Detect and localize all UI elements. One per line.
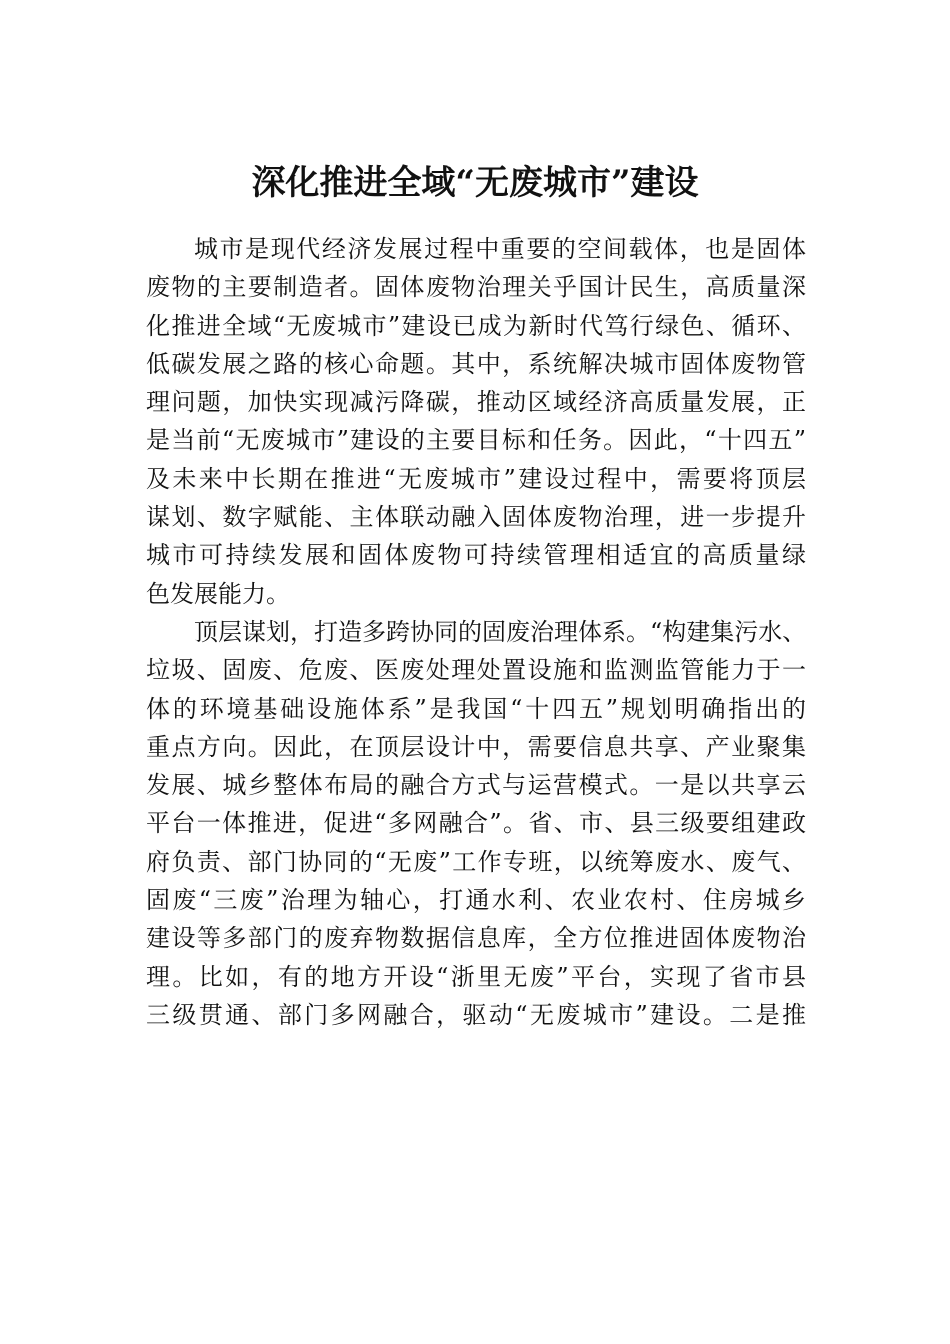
document-body: [146, 230, 806, 1034]
paragraph-2-line-7: 府负责、部门协同的“无废”工作专班，以统筹废水、废气、: [146, 847, 806, 876]
paragraph-1-line-10: 色发展能力。: [146, 579, 290, 608]
paragraph-2-line-8: 固废“三废”治理为轴心，打通水利、农业农村、住房城乡: [146, 886, 806, 915]
paragraph-1-line-6: 是当前“无废城市”建设的主要目标和任务。因此，“十四五”: [146, 426, 806, 455]
document-title: 深化推进全域“无废城市”建设: [251, 163, 699, 203]
paragraph-2-line-5: 发展、城乡整体布局的融合方式与运营模式。一是以共享云: [146, 771, 806, 800]
paragraph-2-line-1: 顶层谋划，打造多跨协同的固废治理体系。“构建集污水、: [194, 617, 807, 646]
paragraph-1-line-5: 理问题，加快实现减污降碳，推动区域经济高质量发展，正: [146, 388, 806, 417]
paragraph-1-line-2: 废物的主要制造者。固体废物治理关乎国计民生，高质量深: [146, 273, 806, 302]
paragraph-2-line-4: 重点方向。因此，在顶层设计中，需要信息共享、产业聚集: [146, 732, 806, 761]
paragraph-2-line-2: 垃圾、固废、危废、医废处理处置设施和监测监管能力于一: [146, 656, 806, 685]
paragraph-2-line-6: 平台一体推进，促进“多网融合”。省、市、县三级要组建政: [146, 809, 806, 838]
paragraph-1-line-8: 谋划、数字赋能、主体联动融入固体废物治理，进一步提升: [146, 503, 806, 532]
paragraph-2-line-9: 建设等多部门的废弃物数据信息库，全方位推进固体废物治: [146, 924, 806, 953]
paragraph-2-line-10: 理。比如，有的地方开设“浙里无废”平台，实现了省市县: [146, 962, 806, 991]
paragraph-2-line-11: 三级贯通、部门多网融合，驱动“无废城市”建设。二是推: [146, 1000, 806, 1029]
paragraph-1-line-9: 城市可持续发展和固体废物可持续管理相适宜的高质量绿: [146, 541, 806, 570]
paragraph-1-line-4: 低碳发展之路的核心命题。其中，系统解决城市固体废物管: [146, 349, 806, 378]
paragraph-2-line-3: 体的环境基础设施体系”是我国“十四五”规划明确指出的: [146, 694, 806, 723]
paragraph-1-line-3: 化推进全域“无废城市”建设已成为新时代笃行绿色、循环、: [146, 311, 806, 340]
paragraph-1-line-1: 城市是现代经济发展过程中重要的空间载体，也是固体: [194, 235, 806, 263]
paragraph-1-line-7: 及未来中长期在推进“无废城市”建设过程中，需要将顶层: [146, 464, 806, 493]
